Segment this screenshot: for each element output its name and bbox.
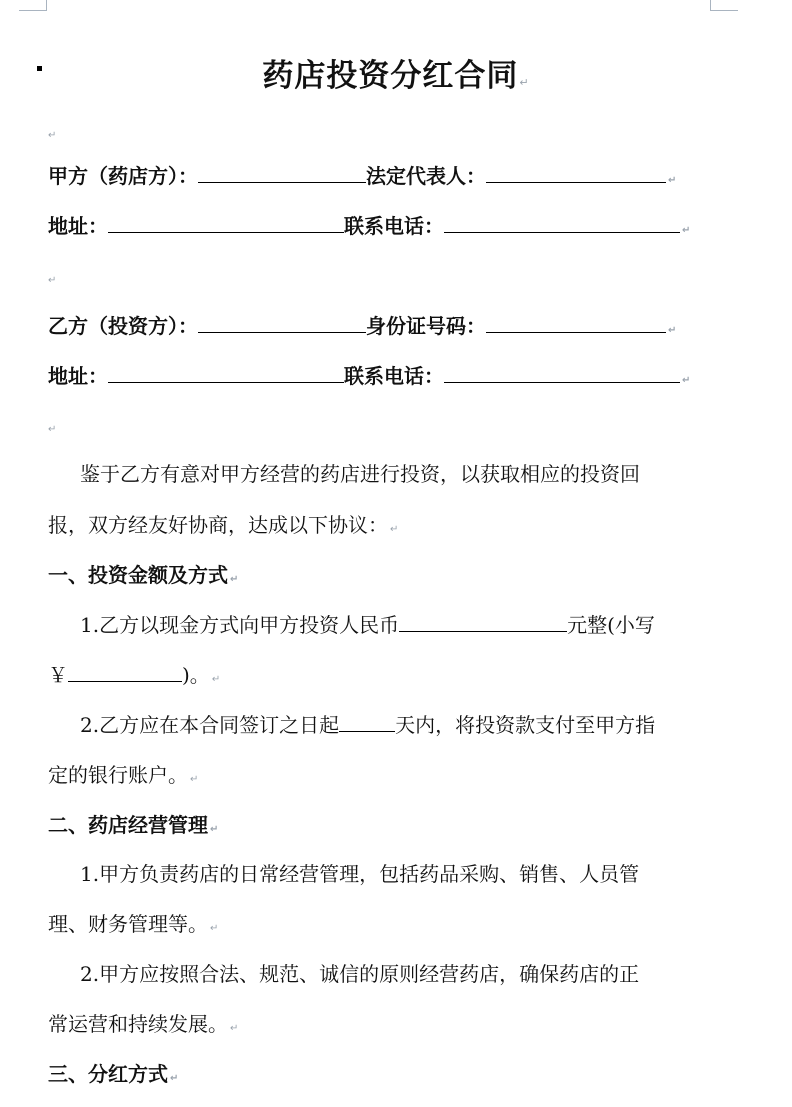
document-title [0,50,792,95]
paragraph-mark-icon: ↵ [668,325,677,336]
paragraph-mark-icon: ↵ [682,225,691,236]
document-title-text: 药店投资分红合同 [262,58,519,94]
party-b-address-field[interactable] [108,364,344,383]
party-a-address-field[interactable] [108,214,344,233]
paragraph-mark-icon: ↵ [48,130,57,141]
party-a-address-line [48,214,690,243]
clause-text: 定的银行账户。 [48,763,188,787]
party-b-phone-field[interactable] [444,364,680,383]
section-heading-1 [48,563,238,592]
investment-amount-numeric-field[interactable] [68,663,182,682]
paragraph-mark-icon: ↵ [48,275,57,286]
legal-rep-label: 法定代表人： [366,164,486,188]
party-b-address-line [48,364,690,393]
legal-rep-field[interactable] [486,164,666,183]
clause-1-2-line-1 [80,713,655,737]
id-number-label: 身份证号码： [366,314,486,338]
clause-2-2-line-1: 2.甲方应按照合法、规范、诚信的原则经营药店，确保药店的正 [80,962,640,986]
paragraph-mark-icon: ↵ [210,824,219,835]
investment-amount-field[interactable] [399,613,567,632]
clause-text: )。 [182,663,210,687]
paragraph-mark-icon: ↵ [170,1073,179,1084]
clause-text: 理、财务管理等。 [48,912,208,936]
paragraph-mark-icon: ↵ [230,1023,239,1034]
party-b-label: 乙方（投资方）： [48,314,198,338]
party-b-name-field[interactable] [198,314,366,333]
section-heading-2 [48,813,218,842]
clause-1-1-line-2 [48,663,220,692]
party-a-label: 甲方（药店方）： [48,164,198,188]
section-heading-text: 一、投资金额及方式 [48,563,228,587]
id-number-field[interactable] [486,314,666,333]
party-a-line [48,164,676,193]
page-corner-mark-top-right [710,0,738,11]
paragraph-mark-icon: ↵ [390,524,399,535]
paragraph-mark-icon: ↵ [230,574,239,585]
clause-text: 元整(小写 [567,613,655,637]
paragraph-mark-icon: ↵ [190,774,199,785]
section-heading-text: 三、分红方式 [48,1062,168,1086]
clause-1-1-line-1 [80,613,655,637]
party-a-name-field[interactable] [198,164,366,183]
paragraph-mark-icon: ↵ [682,375,691,386]
preamble-line-1: 鉴于乙方有意对甲方经营的药店进行投资，以获取相应的投资回 [80,462,640,486]
paragraph-mark-icon: ↵ [668,175,677,186]
clause-text: 常运营和持续发展。 [48,1012,228,1036]
clause-2-1-line-2 [48,912,218,941]
section-heading-text: 二、药店经营管理 [48,813,208,837]
clause-2-1-line-1: 1.甲方负责药店的日常经营管理，包括药品采购、销售、人员管 [80,862,640,886]
page-corner-mark-top-left [19,0,47,11]
clause-text: 1.乙方以现金方式向甲方投资人民币 [80,613,400,637]
party-b-line [48,314,676,343]
yuan-sign: ￥ [48,663,68,687]
section-heading-3 [48,1062,178,1091]
paragraph-mark-icon: ↵ [48,424,57,435]
preamble-line-2 [48,513,398,542]
address-label: 地址： [48,364,108,388]
clause-text: 天内，将投资款支付至甲方指 [395,713,656,737]
paragraph-mark-icon: ↵ [211,674,221,685]
clause-text: 2.乙方应在本合同签订之日起 [80,713,340,737]
paragraph-mark-icon: ↵ [210,923,219,934]
paragraph-mark-icon: ↵ [519,76,530,89]
payment-days-field[interactable] [339,713,395,732]
phone-label: 联系电话： [344,214,444,238]
address-label: 地址： [48,214,108,238]
preamble-text: 报，双方经友好协商，达成以下协议： [48,513,388,537]
phone-label: 联系电话： [344,364,444,388]
clause-1-2-line-2 [48,763,198,792]
party-a-phone-field[interactable] [444,214,680,233]
clause-2-2-line-2 [48,1012,238,1041]
